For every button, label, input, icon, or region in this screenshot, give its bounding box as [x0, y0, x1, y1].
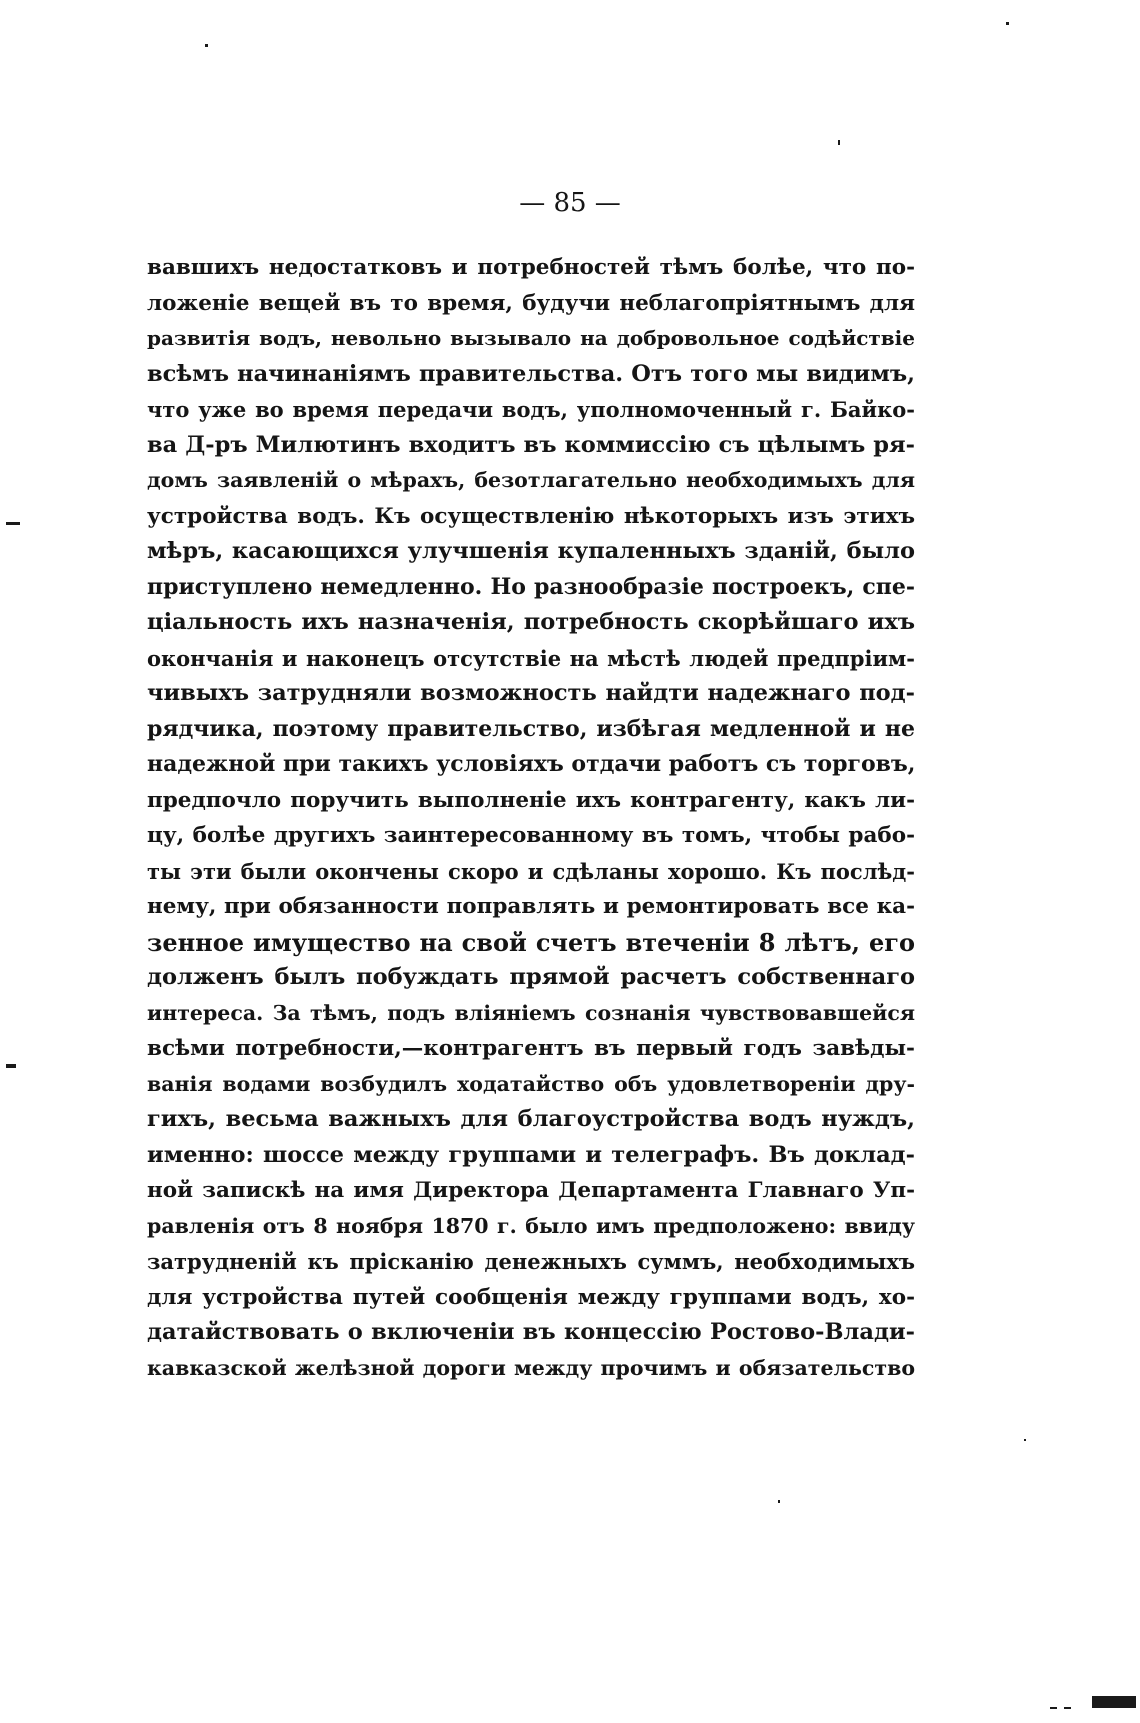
text-line: ціальность ихъ назначенія, потребность скорѣйшаго ихъ: [147, 609, 915, 635]
scan-speck: [1050, 1707, 1057, 1709]
text-line: ты эти были окончены скоро и сдѣланы хорошо. Къ послѣд-: [147, 858, 915, 884]
text-line: рядчика, поэтому правительство, избѣгая медленной и не: [147, 715, 915, 742]
text-line: гихъ, весьма важныхъ для благоустройства водъ нуждъ,: [147, 1106, 915, 1132]
scan-speck: [838, 140, 840, 145]
text-line: долженъ былъ побуждать прямой расчетъ собственнаго: [147, 964, 915, 990]
text-line: ва Д-ръ Милютинъ входитъ въ коммиссію съ цѣлымъ ря-: [147, 431, 915, 458]
text-line: развитія водъ, невольно вызывало на добровольное содѣйствіе: [147, 326, 915, 350]
margin-mark: [6, 1064, 16, 1068]
scan-speck: [778, 1500, 780, 1503]
text-line: домъ заявленій о мѣрахъ, безотлагательно необходимыхъ для: [147, 468, 915, 492]
text-line: ной запискѣ на имя Директора Департамента Главнаго Уп-: [147, 1178, 915, 1203]
text-line: интереса. За тѣмъ, подъ вліяніемъ сознанія чувствовавшейся: [147, 1000, 915, 1025]
text-line: чивыхъ затрудняли возможность найдти надежнаго под-: [147, 680, 915, 706]
scan-speck: [205, 44, 208, 47]
text-line: вавшихъ недостатковъ и потребностей тѣмъ болѣе, что по-: [147, 255, 915, 280]
scan-speck: [1006, 22, 1009, 25]
text-line: устройства водъ. Къ осуществленію нѣкоторыхъ изъ этихъ: [147, 503, 915, 529]
text-line: всѣмъ начинаніямъ правительства. Отъ того мы видимъ,: [147, 360, 915, 387]
text-line: мѣръ, касающихся улучшенія купаленныхъ зданій, было: [147, 538, 915, 564]
text-line: зенное имущество на свой счетъ втеченіи 8 лѣтъ, его: [147, 927, 915, 957]
text-line: нему, при обязанности поправлять и ремонтировать все ка-: [147, 894, 915, 919]
text-line: предпочло поручить выполненіе ихъ контрагенту, какъ ли-: [147, 787, 915, 813]
text-line: цу, болѣе другихъ заинтересованному въ томъ, чтобы рабо-: [147, 823, 915, 848]
page-number: — 85 —: [519, 188, 621, 218]
scan-speck: [1024, 1439, 1026, 1441]
text-line: датайствовать о включеніи въ концессію Ростово-Влади-: [147, 1319, 915, 1345]
text-line: ложеніе вещей въ то время, будучи неблагопріятнымъ для: [147, 290, 915, 316]
body-text: [147, 250, 915, 1386]
text-line: приступлено немедленно. Но разнообразіе построекъ, спе-: [147, 573, 915, 600]
text-line: что уже во время передачи водъ, уполномоченный г. Байко-: [147, 397, 915, 422]
text-line: равленія отъ 8 ноября 1870 г. было имъ предположено: ввиду: [147, 1213, 915, 1238]
text-line: кавказской желѣзной дороги между прочимъ и обязательство: [147, 1355, 915, 1380]
text-line: надежной при такихъ условіяхъ отдачи работъ съ торговъ,: [147, 751, 915, 777]
text-line: окончанія и наконецъ отсутствіе на мѣстѣ людей предпріим-: [147, 645, 915, 671]
margin-mark: [6, 522, 20, 525]
scan-speck: [1064, 1707, 1071, 1709]
text-line: именно: шоссе между группами и телеграфъ. Въ доклад-: [147, 1141, 915, 1168]
corner-mark: [1092, 1696, 1136, 1708]
text-line: затрудненій къ прісканію денежныхъ суммъ, необходимыхъ: [147, 1249, 915, 1274]
text-line: для устройства путей сообщенія между группами водъ, хо-: [147, 1284, 915, 1310]
text-line: ванія водами возбудилъ ходатайство объ удовлетвореніи дру-: [147, 1071, 915, 1096]
text-line: всѣми потребности,—контрагентъ въ первый годъ завѣды-: [147, 1036, 915, 1061]
